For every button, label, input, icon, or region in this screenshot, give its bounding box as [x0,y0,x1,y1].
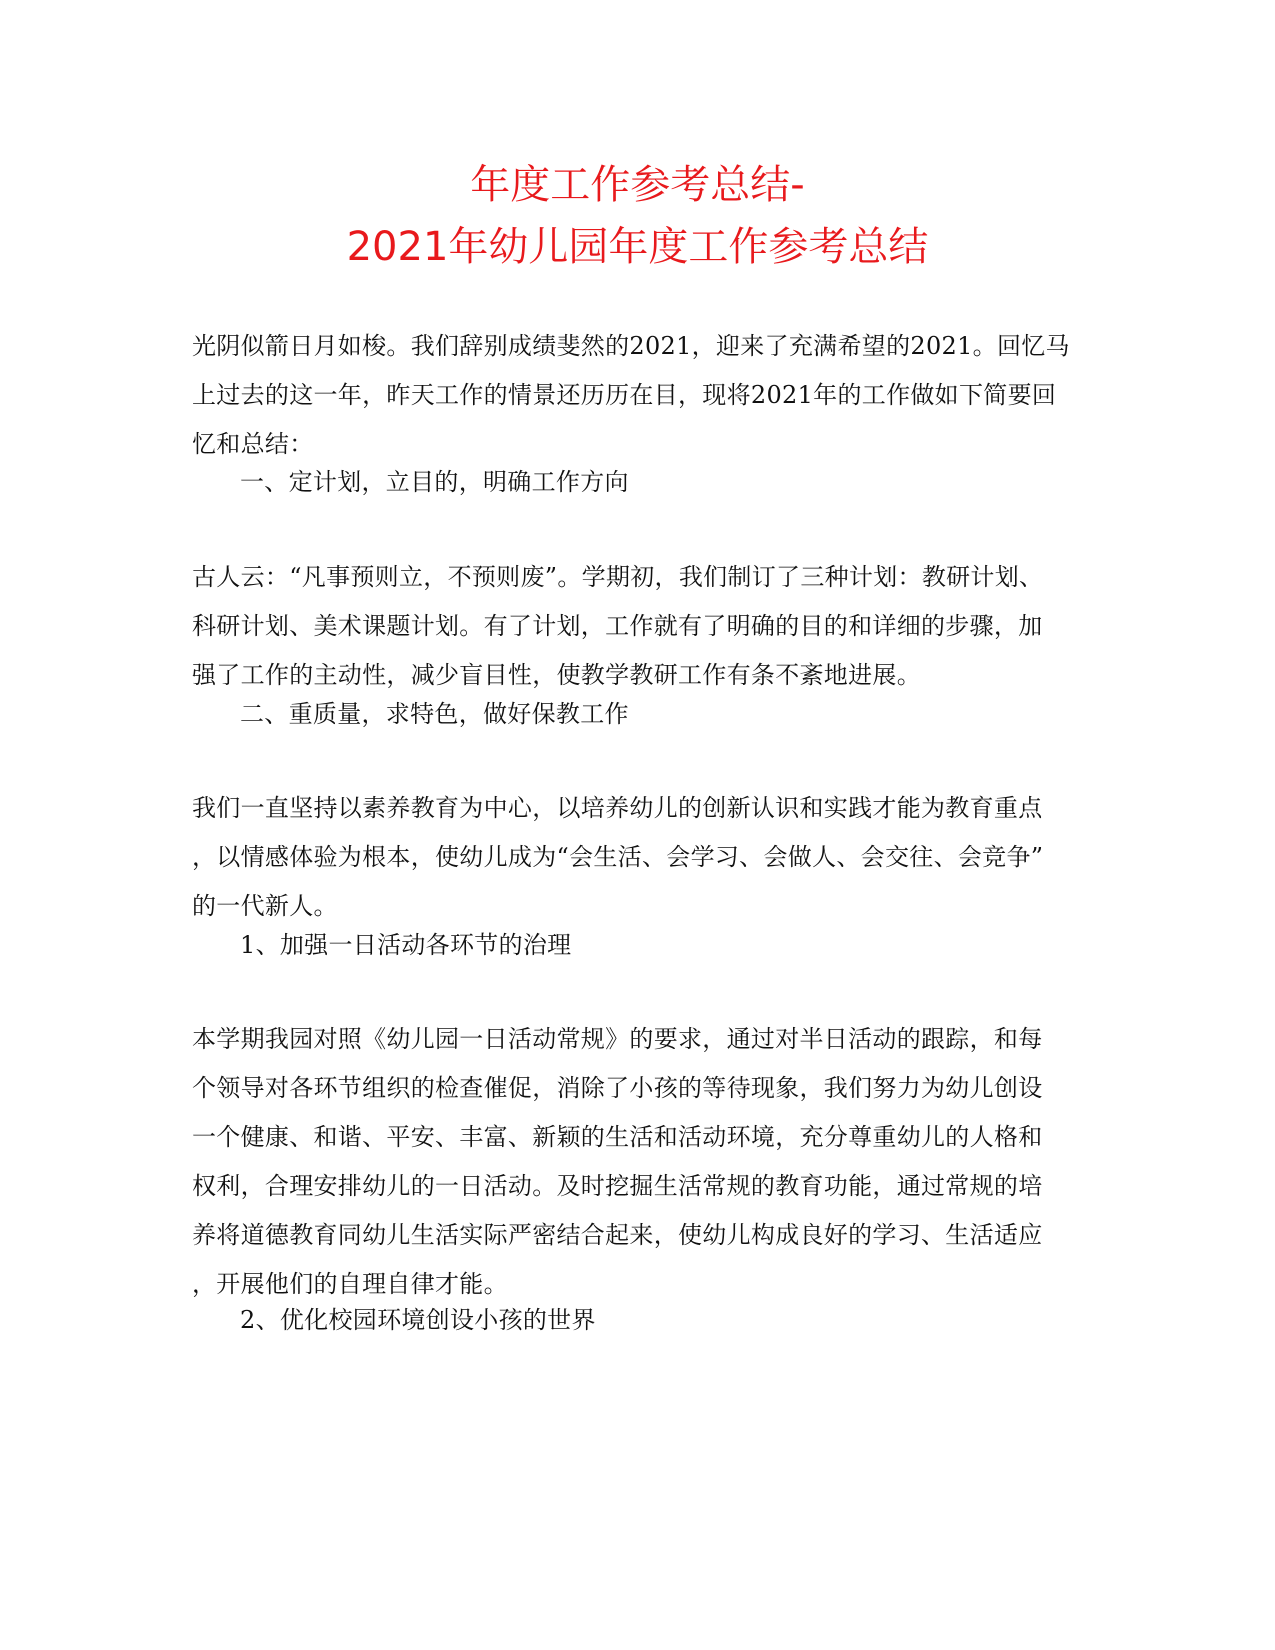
paragraph-line: 一个健康、和谐、平安、丰富、新颖的生活和活动环境，充分尊重幼儿的人格和 [192,1123,1043,1151]
paragraph-line: 强了工作的主动性，减少盲目性，使教学教研工作有条不紊地进展。 [192,661,921,689]
section2-paragraph [192,784,1072,931]
section-heading-1: 一、定计划，立目的，明确工作方向 [240,468,629,496]
document-title-line-2: 2021年幼儿园年度工作参考总结 [346,224,929,270]
subsection-heading-1: 1、加强一日活动各环节的治理 [240,931,572,959]
paragraph-line: 光阴似箭日月如梭。我们辞别成绩斐然的2021，迎来了充满希望的2021。回忆马 [192,332,1070,360]
intro-paragraph [192,322,1072,469]
paragraph-line: 本学期我园对照《幼儿园一日活动常规》的要求，通过对半日活动的跟踪，和每 [192,1025,1043,1053]
section-heading-2: 二、重质量，求特色，做好保教工作 [240,700,629,728]
subsection-heading-2: 2、优化校园环境创设小孩的世界 [240,1306,596,1334]
paragraph-line: ，开展他们的自理自律才能。 [192,1270,508,1298]
document-title-line-1: 年度工作参考总结- [470,162,805,208]
paragraph-line: ，以情感体验为根本，使幼儿成为“会生活、会学习、会做人、会交往、会竞争” [192,843,1044,871]
paragraph-line: 忆和总结： [192,430,314,458]
paragraph-line: 养将道德教育同幼儿生活实际严密结合起来，使幼儿构成良好的学习、生活适应 [192,1221,1043,1249]
subsection1-paragraph [192,1015,1072,1309]
paragraph-line: 的一代新人。 [192,892,338,920]
section1-paragraph [192,553,1072,700]
paragraph-line: 我们一直坚持以素养教育为中心，以培养幼儿的创新认识和实践才能为教育重点 [192,794,1043,822]
paragraph-line: 权利，合理安排幼儿的一日活动。及时挖掘生活常规的教育功能，通过常规的培 [192,1172,1043,1200]
paragraph-line: 科研计划、美术课题计划。有了计划，工作就有了明确的目的和详细的步骤，加 [192,612,1043,640]
paragraph-line: 个领导对各环节组织的检查催促，消除了小孩的等待现象，我们努力为幼儿创设 [192,1074,1043,1102]
paragraph-line: 古人云：“凡事预则立，不预则废”。学期初，我们制订了三种计划：教研计划、 [192,563,1044,591]
paragraph-line: 上过去的这一年，昨天工作的情景还历历在目，现将2021年的工作做如下简要回 [192,381,1057,409]
